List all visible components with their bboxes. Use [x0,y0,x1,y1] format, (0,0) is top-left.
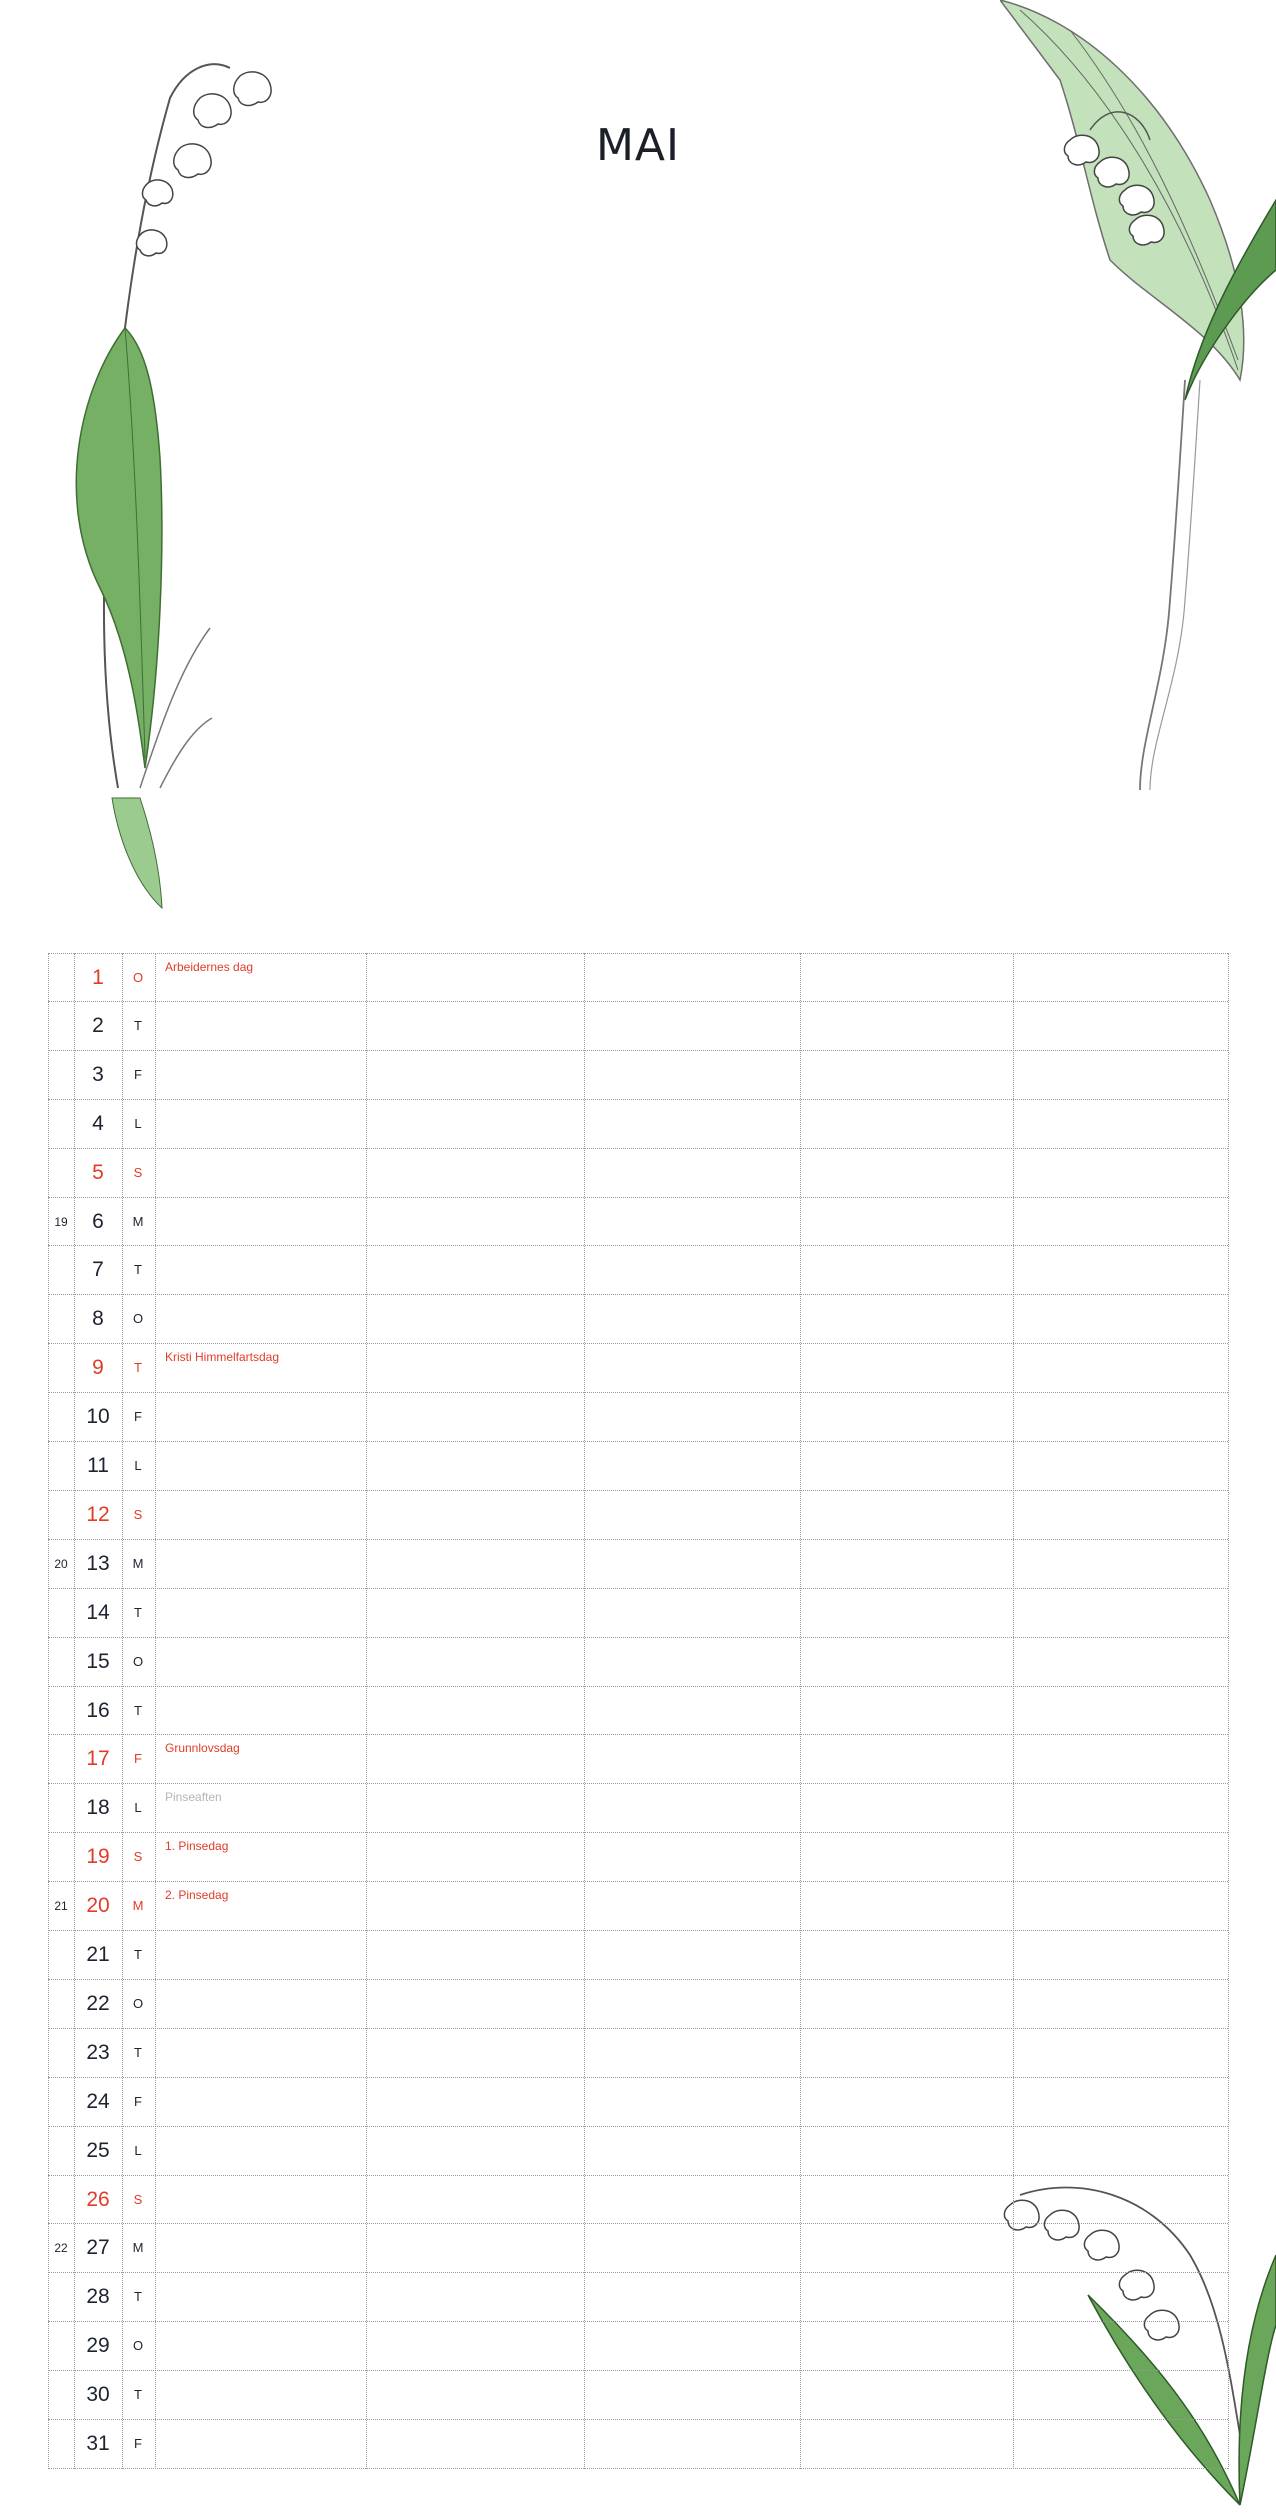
day-number: 8 [92,1307,104,1331]
day-number: 18 [86,1796,110,1820]
weekday-letter: S [133,1506,143,1522]
weekday-letter: S [133,1849,143,1865]
weekday-letter: F [134,1066,142,1082]
day-number: 13 [86,1551,110,1575]
weekday-letter: T [134,1947,142,1963]
day-row[interactable] [48,953,1228,1002]
holiday-label: Arbeidernes dag [165,960,254,974]
lily-illustration-top-right [1000,0,1276,800]
weekday-letter: O [132,1311,144,1327]
weekday-letter: T [134,2387,142,2403]
day-number: 7 [92,1258,104,1282]
lily-illustration-top-left [50,28,290,918]
day-row[interactable] [48,2176,1228,2225]
weekday-letter: F [134,1751,142,1767]
day-row[interactable] [48,1931,1228,1980]
holiday-label: Grunnlovsdag [165,1741,240,1756]
weekday-letter: S [133,2191,143,2207]
day-number: 14 [86,1600,110,1624]
day-row[interactable] [48,1589,1228,1638]
grid-line-week [74,953,75,2469]
day-number: 22 [86,1991,110,2015]
day-number: 24 [86,2089,110,2113]
grid-line-daynum [122,953,123,2469]
weekday-letter: O [132,2338,144,2354]
day-row[interactable] [48,2371,1228,2420]
day-number: 23 [86,2040,110,2064]
day-row[interactable] [48,1198,1228,1247]
day-row[interactable] [48,2322,1228,2371]
day-row[interactable] [48,1100,1228,1149]
grid-line-col-1 [366,953,367,2469]
weekday-letter: F [134,2093,142,2109]
weekday-letter: L [134,1115,142,1131]
day-number: 3 [92,1062,104,1086]
weekday-letter: F [134,2436,142,2452]
day-number: 9 [92,1356,104,1380]
weekday-letter: O [132,1995,144,2011]
weekday-letter: L [134,1458,142,1474]
weekday-letter: T [134,1262,142,1278]
weekday-letter: M [132,2240,144,2256]
grid-line-dayletter [155,953,156,2469]
weekday-letter: T [134,1017,142,1033]
day-row[interactable] [48,2127,1228,2176]
day-row[interactable] [48,1687,1228,1736]
day-row[interactable] [48,1833,1228,1882]
day-row[interactable] [48,1295,1228,1344]
day-number: 28 [86,2285,110,2309]
weekday-letter: T [134,1604,142,1620]
day-number: 25 [86,2138,110,2162]
day-number: 20 [86,1894,110,1918]
holiday-label: Kristi Himmelfartsdag [165,1350,280,1365]
day-number: 31 [86,2432,110,2456]
day-number: 27 [86,2236,110,2260]
day-number: 17 [86,1747,110,1771]
day-number: 26 [86,2187,110,2211]
grid-line-col-2 [584,953,585,2469]
weekday-letter: L [134,1800,142,1816]
day-number: 12 [86,1502,110,1526]
weekday-letter: F [134,1409,142,1425]
holiday-label: Pinseaften [165,1790,222,1805]
weekday-letter: L [134,2142,142,2158]
month-title: MAI [595,120,681,171]
day-row[interactable] [48,2273,1228,2322]
day-number: 30 [86,2383,110,2407]
day-row[interactable] [48,1149,1228,1198]
day-number: 1 [92,966,104,989]
calendar-grid [48,953,1228,2469]
day-row[interactable] [48,1002,1228,1051]
day-row[interactable] [48,1393,1228,1442]
day-row[interactable] [48,1735,1228,1784]
day-row[interactable] [48,2224,1228,2273]
day-row[interactable] [48,1638,1228,1687]
day-number: 6 [92,1209,104,1233]
weekday-letter: M [132,1898,144,1914]
holiday-label: 1. Pinsedag [165,1839,229,1854]
day-row[interactable] [48,1491,1228,1540]
weekday-letter: M [132,1555,144,1571]
weekday-letter: M [132,1213,144,1229]
day-number: 16 [86,1698,110,1722]
week-number: 22 [54,2241,68,2256]
day-number: 4 [92,1111,104,1135]
day-number: 5 [92,1160,104,1184]
day-number: 15 [86,1649,110,1673]
day-row[interactable] [48,1980,1228,2029]
grid-line-right [1228,953,1229,2469]
weekday-letter: O [132,1653,144,1669]
day-row[interactable] [48,1442,1228,1491]
day-number: 19 [86,1845,110,1869]
day-row[interactable] [48,2420,1228,2469]
week-number: 21 [54,1899,68,1914]
day-row[interactable] [48,2029,1228,2078]
day-row[interactable] [48,1784,1228,1833]
day-row[interactable] [48,1882,1228,1931]
grid-line-col-3 [800,953,801,2469]
day-number: 21 [86,1943,110,1967]
grid-line-col-4 [1013,953,1014,2469]
day-number: 11 [87,1454,109,1478]
day-row[interactable] [48,1051,1228,1100]
day-row[interactable] [48,2078,1228,2127]
weekday-letter: T [134,1360,142,1376]
weekday-letter: T [134,2044,142,2060]
day-row[interactable] [48,1540,1228,1589]
holiday-label: 2. Pinsedag [165,1888,229,1903]
day-number: 29 [86,2334,110,2358]
grid-line-left [48,953,49,2469]
day-number: 10 [86,1405,110,1429]
weekday-letter: T [134,2289,142,2305]
weekday-letter: O [132,970,144,985]
weekday-letter: T [134,1702,142,1718]
week-number: 20 [54,1556,68,1571]
day-row[interactable] [48,1246,1228,1295]
weekday-letter: S [133,1164,143,1180]
day-row[interactable] [48,1344,1228,1393]
day-number: 2 [92,1013,104,1037]
week-number: 19 [54,1214,68,1229]
